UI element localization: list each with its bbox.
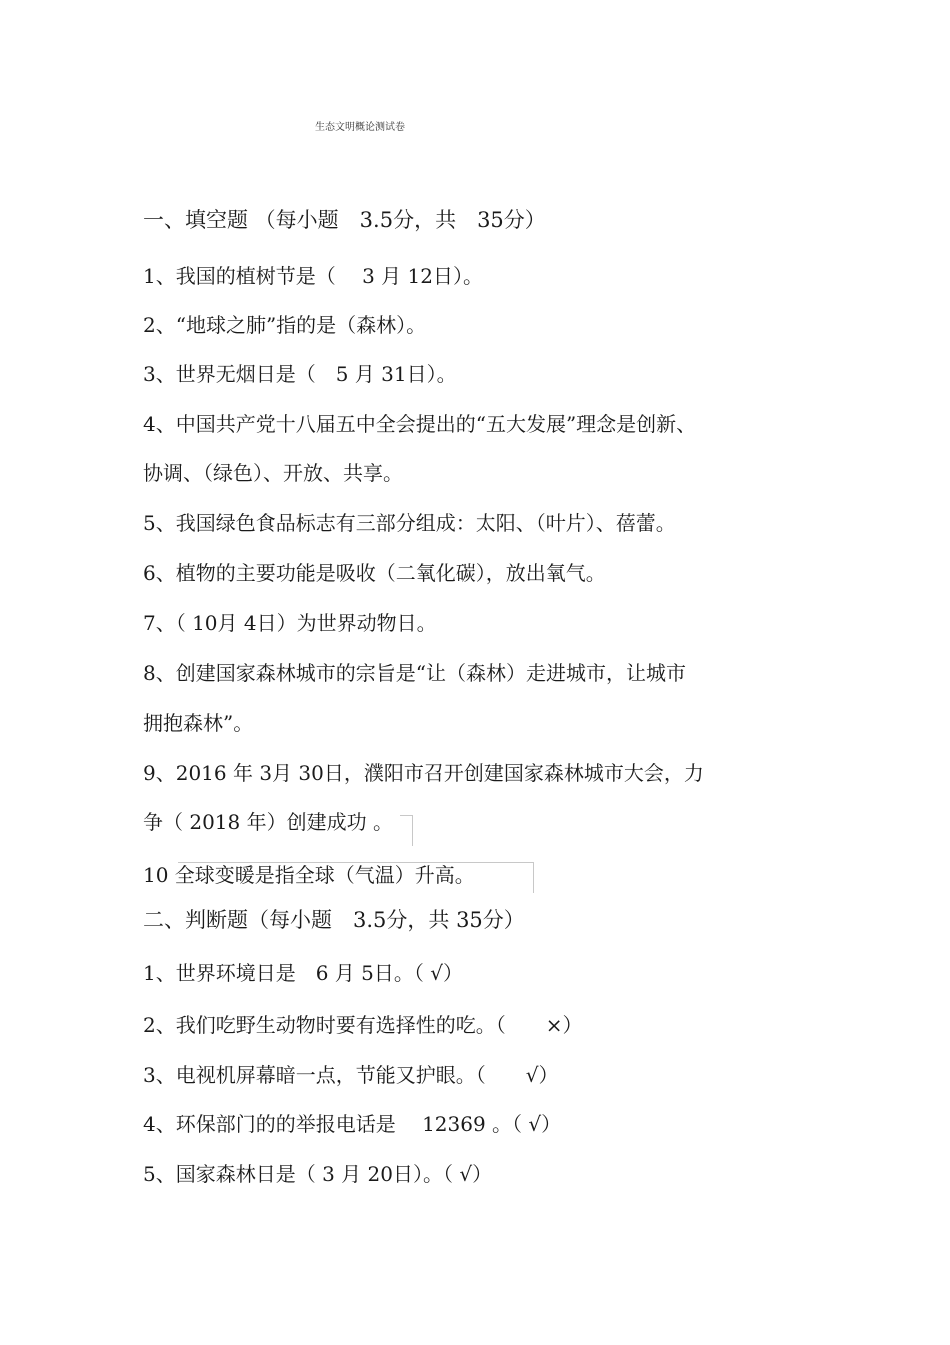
- question-line: 1、我国的植树节是（ 3 月 12日）。: [143, 264, 483, 288]
- question-line: 5、国家森林日是（ 3 月 20日）。（ √）: [143, 1162, 493, 1186]
- section-heading-fill-blank: 一、填空题 （每小题 3.5分，共 35分）: [143, 208, 546, 232]
- question-line: 2、我们吃野生动物时要有选择性的吃。（ ×）: [143, 1013, 583, 1037]
- question-line: 7、（ 10月 4日）为世界动物日。: [143, 611, 437, 635]
- question-line: 争（ 2018 年）创建成功 。: [143, 810, 393, 834]
- question-line: 1、世界环境日是 6 月 5日。（ √）: [143, 961, 463, 985]
- scan-frame-mark: [178, 862, 534, 893]
- question-line: 2、“地球之肺”指的是（森林）。: [143, 313, 427, 337]
- question-line: 5、我国绿色食品标志有三部分组成：太阳、（叶片）、蓓蕾。: [143, 511, 676, 535]
- question-line: 协调、（绿色）、开放、共享。: [143, 461, 403, 485]
- question-line: 8、创建国家森林城市的宗旨是“让（森林）走进城市，让城市: [143, 661, 686, 685]
- question-line: 3、世界无烟日是（ 5 月 31日）。: [143, 362, 457, 386]
- question-line: 6、植物的主要功能是吸收（二氧化碳），放出氧气。: [143, 561, 606, 585]
- section-heading-true-false: 二、判断题（每小题 3.5分，共 35分）: [143, 908, 525, 932]
- question-line: 拥抱森林”。: [143, 711, 254, 735]
- question-line: 9、2016 年 3月 30日，濮阳市召开创建国家森林城市大会，力: [143, 761, 704, 785]
- scan-frame-mark: [400, 815, 413, 846]
- question-line: 4、中国共产党十八届五中全会提出的“五大发展”理念是创新、: [143, 412, 697, 436]
- document-title: 生态文明概论测试卷: [315, 122, 405, 133]
- question-line: 4、环保部门的的举报电话是 12369 。（ √）: [143, 1112, 562, 1136]
- question-line: 10 全球变暖是指全球（气温）升高。: [143, 863, 475, 887]
- question-line: 3、电视机屏幕暗一点，节能又护眼。（ √）: [143, 1063, 559, 1087]
